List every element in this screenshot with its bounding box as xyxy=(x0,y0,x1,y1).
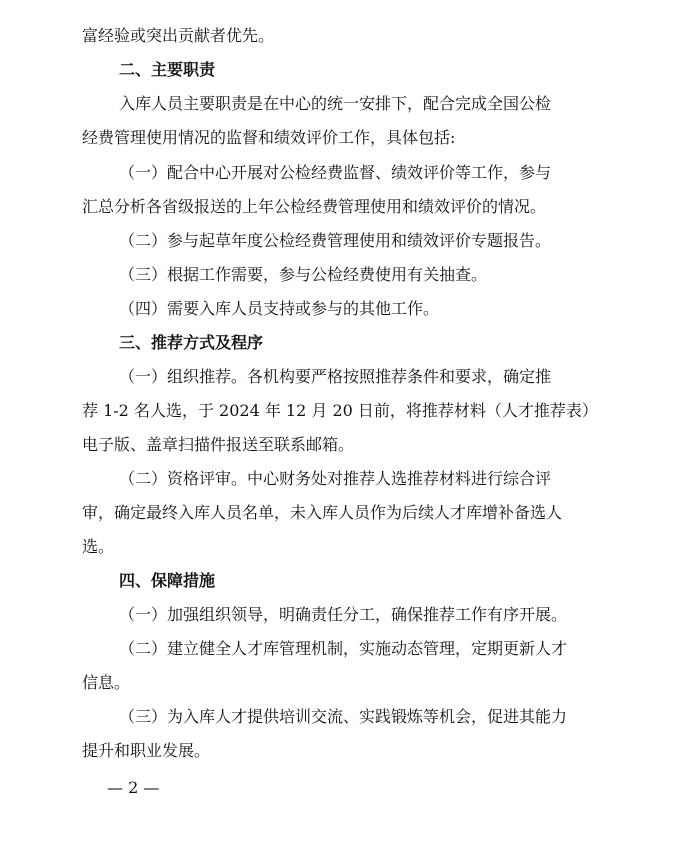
text-line: （三）为入库人才提供培训交流、实践锻炼等机会，促进其能力 xyxy=(119,707,568,726)
text-line: 汇总分析各省级报送的上年公检经费管理使用和绩效评价的情况。 xyxy=(82,197,547,216)
text-line: 审，确定最终入库人员名单，未入库人员作为后续人才库增补备选人 xyxy=(82,503,563,522)
text-line: 荐 1-2 名人选，于 2024 年 12 月 20 日前，将推荐材料（人才推荐表） xyxy=(82,401,598,420)
text-line: （二）参与起草年度公检经费管理使用和绩效评价专题报告。 xyxy=(119,231,552,250)
section-heading-safeguards: 四、保障措施 xyxy=(119,571,216,590)
text-line: （三）根据工作需要，参与公检经费使用有关抽查。 xyxy=(119,265,488,284)
text-line: 信息。 xyxy=(82,673,131,692)
text-line: 选。 xyxy=(82,537,115,556)
text-line: 提升和职业发展。 xyxy=(82,741,211,760)
text-line: （一）配合中心开展对公检经费监督、绩效评价等工作，参与 xyxy=(119,163,552,182)
text-line: （一）加强组织领导，明确责任分工，确保推荐工作有序开展。 xyxy=(119,605,568,624)
text-line: （四）需要入库人员支持或参与的其他工作。 xyxy=(119,299,440,318)
text-line: 富经验或突出贡献者优先。 xyxy=(82,26,275,45)
text-line: （二）资格评审。中心财务处对推荐人选推荐材料进行综合评 xyxy=(119,469,552,488)
section-heading-main-duties: 二、主要职责 xyxy=(119,60,216,79)
text-line: 入库人员主要职责是在中心的统一安排下，配合完成全国公检 xyxy=(119,94,552,113)
text-line: 电子版、盖章扫描件报送至联系邮箱。 xyxy=(82,435,355,454)
text-line: （二）建立健全人才库管理机制，实施动态管理，定期更新人才 xyxy=(119,639,568,658)
page-number: — 2 — xyxy=(107,778,160,797)
text-line: （一）组织推荐。各机构要严格按照推荐条件和要求，确定推 xyxy=(119,367,552,386)
text-line: 经费管理使用情况的监督和绩效评价工作，具体包括: xyxy=(82,128,456,147)
section-heading-recommendation: 三、推荐方式及程序 xyxy=(119,333,264,352)
